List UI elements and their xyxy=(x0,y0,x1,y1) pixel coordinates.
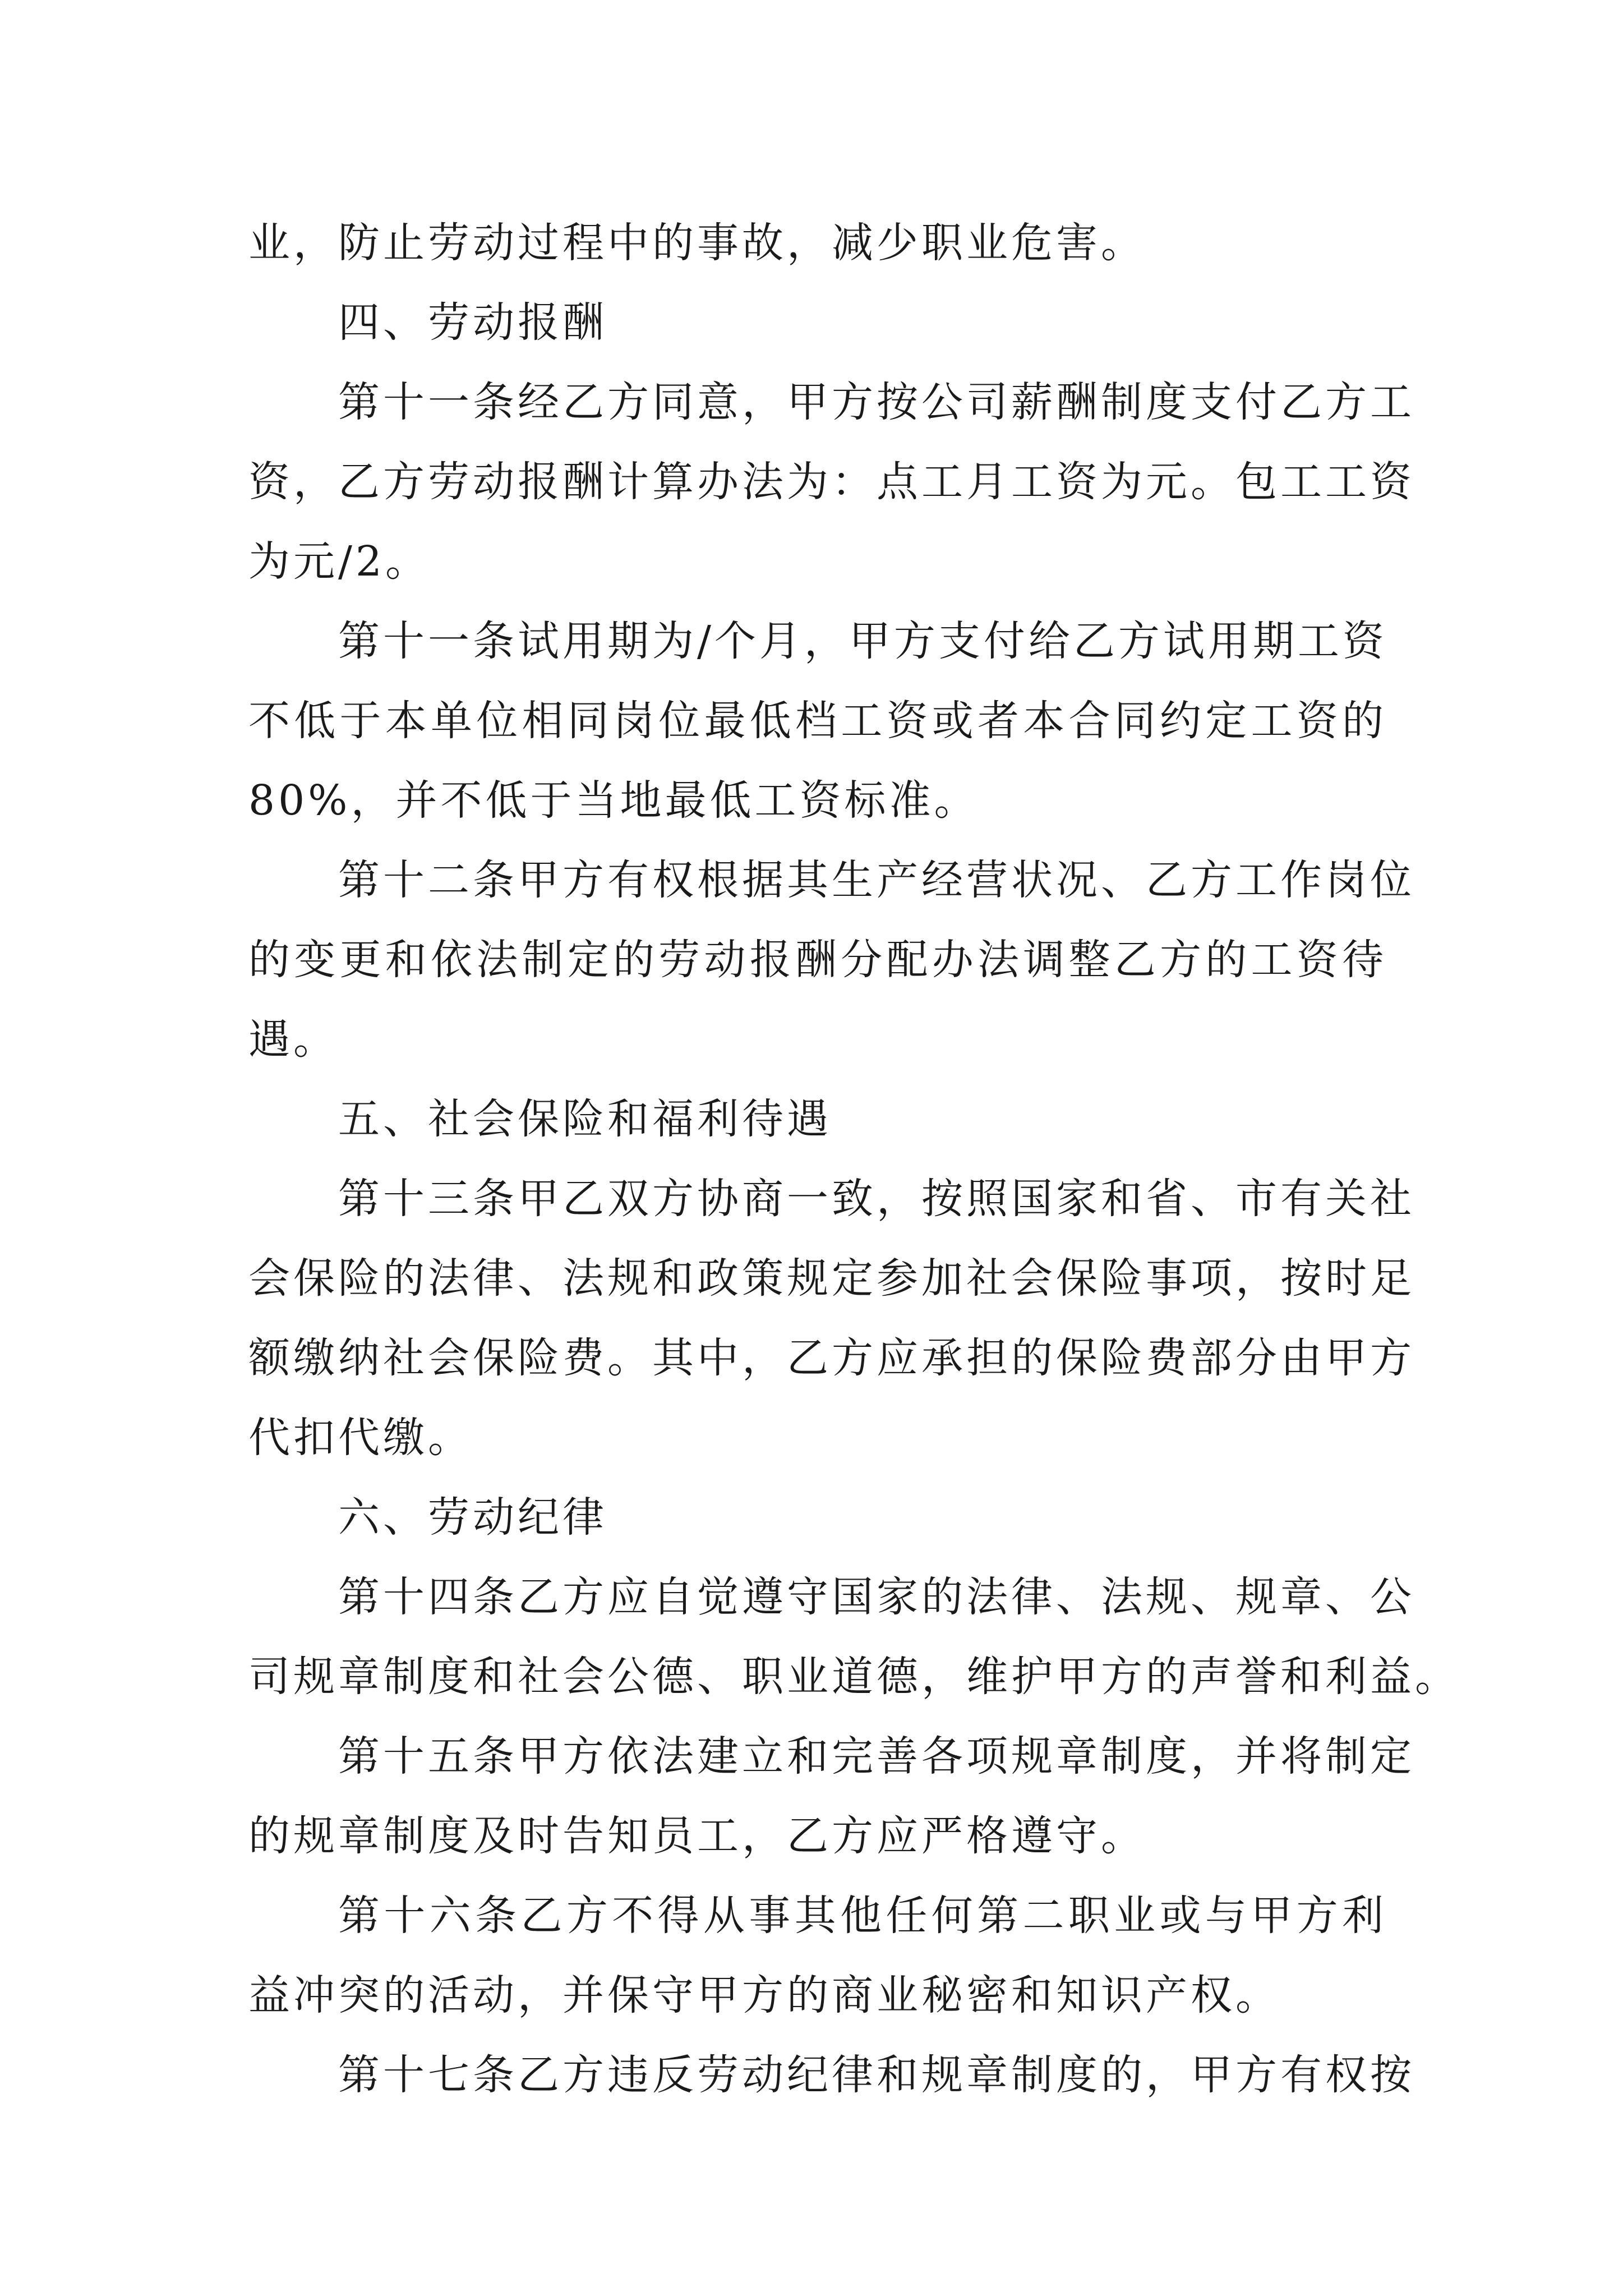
line-text: 资，乙方劳动报酬计算办法为：点工月工资为元。包工工资 xyxy=(248,458,1415,506)
text-line xyxy=(248,1637,1460,1717)
text-line xyxy=(248,840,1415,920)
text-line xyxy=(248,1717,1415,1796)
line-text: 第十三条甲乙双方协商一致，按照国家和省、市有关社 xyxy=(338,1175,1415,1223)
line-text: 第十一条经乙方同意，甲方按公司薪酬制度支付乙方工 xyxy=(338,378,1415,426)
line-text: 第十四条乙方应自觉遵守国家的法律、法规、规章、公 xyxy=(338,1573,1415,1621)
line-text: 额缴纳社会保险费。其中，乙方应承担的保险费部分由甲方 xyxy=(248,1334,1415,1382)
line-text: 不低于本单位相同岗位最低档工资或者本合同约定工资的 xyxy=(248,697,1387,745)
document-body xyxy=(248,203,1460,2115)
text-line xyxy=(248,2035,1415,2115)
text-line xyxy=(248,1318,1415,1398)
text-line xyxy=(248,522,1387,601)
text-line xyxy=(248,1000,1387,1079)
line-text: 第十五条甲方依法建立和完善各项规章制度，并将制定 xyxy=(338,1732,1415,1780)
text-line xyxy=(248,1796,1387,1876)
text-line xyxy=(248,1159,1415,1239)
text-line xyxy=(248,920,1387,1000)
text-line xyxy=(248,203,1387,283)
section-heading xyxy=(248,1079,1387,1159)
line-text: 益冲突的活动，并保守甲方的商业秘密和知识产权。 xyxy=(248,1971,1280,2019)
text-line xyxy=(248,1955,1387,2035)
text-line xyxy=(248,601,1387,681)
line-text: 代扣代缴。 xyxy=(248,1414,473,1462)
text-line xyxy=(248,1398,1387,1478)
line-text: 司规章制度和社会公德、职业道德，维护甲方的声誉和利益。 xyxy=(248,1653,1460,1701)
text-line xyxy=(248,362,1415,442)
line-text: 为元/2。 xyxy=(248,537,431,586)
heading-text: 四、劳动报酬 xyxy=(338,298,607,347)
heading-text: 五、社会保险和福利待遇 xyxy=(338,1095,832,1143)
line-text: 第十六条乙方不得从事其他任何第二职业或与甲方利 xyxy=(338,1892,1387,1940)
line-text: 第十七条乙方违反劳动纪律和规章制度的，甲方有权按 xyxy=(338,2051,1415,2099)
text-line xyxy=(248,442,1415,522)
line-text: 的规章制度及时告知员工，乙方应严格遵守。 xyxy=(248,1812,1146,1860)
line-text: 第十二条甲方有权根据其生产经营状况、乙方工作岗位 xyxy=(338,856,1415,904)
line-text: 80%，并不低于当地最低工资标准。 xyxy=(248,776,979,825)
text-line xyxy=(248,1557,1415,1637)
text-line xyxy=(248,1876,1387,1955)
section-heading xyxy=(248,283,1387,362)
text-line xyxy=(248,681,1387,761)
line-text: 会保险的法律、法规和政策规定参加社会保险事项，按时足 xyxy=(248,1254,1415,1303)
line-text: 遇。 xyxy=(248,1015,338,1064)
section-heading xyxy=(248,1478,1387,1557)
line-text: 第十一条试用期为/个月，甲方支付给乙方试用期工资 xyxy=(338,617,1387,665)
text-line xyxy=(248,1239,1415,1318)
line-text: 的变更和依法制定的劳动报酬分配办法调整乙方的工资待 xyxy=(248,936,1387,984)
heading-text: 六、劳动纪律 xyxy=(338,1493,607,1542)
text-line xyxy=(248,761,1387,840)
line-text: 业，防止劳动过程中的事故，减少职业危害。 xyxy=(248,219,1146,267)
